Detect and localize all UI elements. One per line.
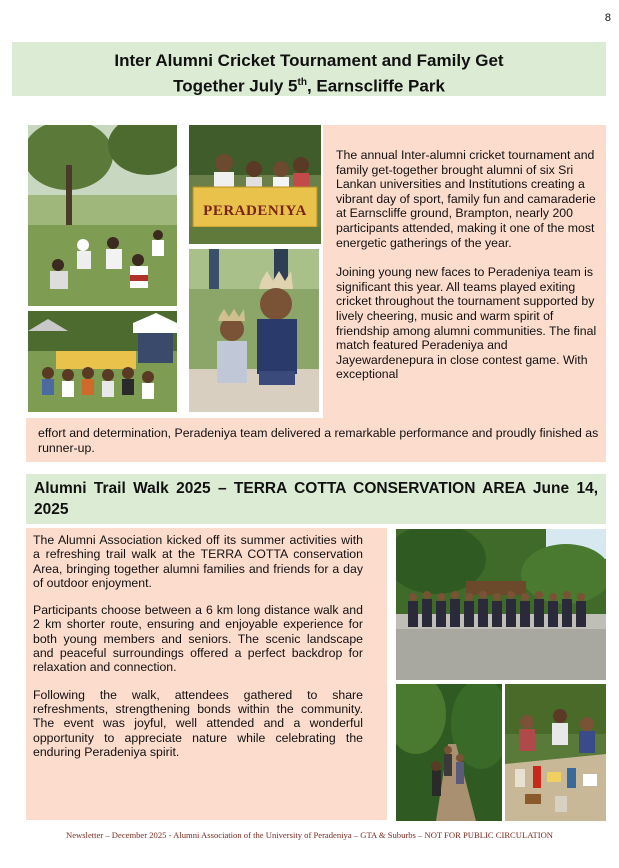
photo-forest-trail bbox=[396, 684, 502, 821]
photo-refreshments bbox=[505, 684, 606, 821]
photo-trail-group bbox=[396, 529, 606, 680]
cricket-paragraph-2: Joining young new faces to Peradeniya team is significant this year. All teams played exiting cricket throughout the tournament supported by lively cheering, music and warm spirit of friendship among alumni communities. The final match featured Peradeniya and Jayewardenepura in close contest game. With exceptional bbox=[336, 265, 597, 382]
cricket-text bbox=[336, 148, 604, 397]
photo-cricket-field bbox=[28, 125, 177, 306]
page-footer: Newsletter – December 2025 - Alumni Association of the University of Peradeniya – GTA & Suburbs – NOT FOR PUBLIC CIRCULATION bbox=[65, 830, 554, 840]
photo-children-crowns bbox=[189, 249, 319, 412]
cricket-paragraph-2-continued: effort and determination, Peradeniya team delivered a remarkable performance and proudly finished as runner-up. bbox=[38, 426, 599, 455]
photo-peradeniya-banner bbox=[189, 125, 321, 244]
trail-walk-text bbox=[33, 533, 363, 772]
trail-walk-section-title: Alumni Trail Walk 2025 – TERRA COTTA CONSERVATION AREA June 14, 2025 bbox=[26, 474, 606, 524]
trail-paragraph-3: Following the walk, attendees gathered to share refreshments, strengthening bonds within the community. The event was joyful, well attended and a wonderful opportunity to appreciate nature while celebrating the enduring Peradeniya spirit. bbox=[33, 687, 363, 759]
cricket-title-line1: Inter Alumni Cricket Tournament and Family Get bbox=[114, 51, 504, 70]
cricket-paragraph-1: The annual Inter-alumni cricket tournament and family get-together brought alumni of six Sri Lankan universities and Institutions creating a vibrant day of sport, family fun and camaraderie at Earnscliffe ground, Brampton, nearly 200 participants attended, making it one of the most energetic gatherings of the year. bbox=[336, 148, 596, 250]
photo-group-tents bbox=[28, 311, 177, 412]
trail-paragraph-2: Participants choose between a 6 km long distance walk and 2 km shorter route, ensuring and enjoyable experience for both young members and seniors. The scenic landscape and peaceful surroundings offered a perfect backdrop for relaxation and connection. bbox=[33, 603, 363, 675]
page-number: 8 bbox=[604, 12, 611, 24]
cricket-title-line2: Together July 5th, Earnscliffe Park bbox=[173, 76, 445, 96]
trail-paragraph-1: The Alumni Association kicked off its summer activities with a refreshing trail walk at the TERRA COTTA conservation Area, bringing together alumni families and friends for a day of outdoor enjoyment. bbox=[33, 533, 363, 590]
banner-text: PERADENIYA bbox=[203, 203, 307, 219]
cricket-section-title bbox=[12, 42, 606, 96]
